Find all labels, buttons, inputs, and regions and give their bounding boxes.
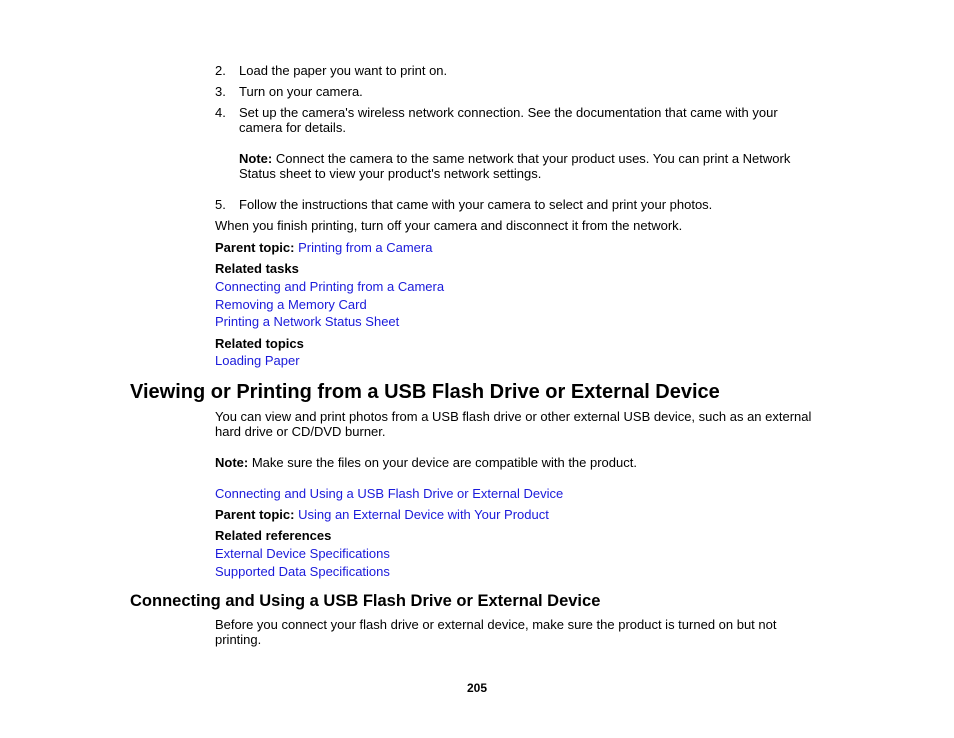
related-references-heading: Related references [215,528,332,543]
parent-topic-label: Parent topic: [215,240,295,255]
section-intro: You can view and print photos from a USB flash drive or other external USB device, such as an external hard drive or CD/DVD burner. [215,409,812,439]
link-external-device-specifications[interactable]: External Device Specifications [215,546,390,561]
finish-paragraph: When you finish printing, turn off your camera and disconnect it from the network. [215,218,683,233]
parent-topic-label: Parent topic: [215,507,295,522]
section-title: Viewing or Printing from a USB Flash Drive or External Device [130,381,720,403]
related-tasks-heading: Related tasks [215,261,299,276]
related-task-link-item [215,297,830,312]
step-text: Turn on your camera. [239,84,363,99]
note-label: Note: [239,151,273,166]
related-reference-link-item [215,564,830,579]
related-topic-link-item [215,353,830,368]
subsection-text: Before you connect your flash drive or external device, make sure the product is turned on but not printing. [215,617,777,647]
step-number: 4. [215,105,226,120]
section-link-item [215,486,830,501]
step-number: 2. [215,63,226,78]
link-connecting-usb-flash-drive[interactable]: Connecting and Using a USB Flash Drive or External Device [215,486,564,501]
related-task-link-item [215,279,830,294]
note-label: Note: [215,455,249,470]
step-number: 5. [215,197,226,212]
link-connecting-printing-camera[interactable]: Connecting and Printing from a Camera [215,279,445,294]
link-supported-data-specifications[interactable]: Supported Data Specifications [215,564,390,579]
link-printing-from-camera[interactable]: Printing from a Camera [298,240,433,255]
subsection-title: Connecting and Using a USB Flash Drive or External Device [130,592,601,610]
note-text: Make sure the files on your device are compatible with the product. [248,455,637,470]
link-printing-network-status-sheet[interactable]: Printing a Network Status Sheet [215,314,400,329]
step-text: Load the paper you want to print on. [239,63,448,78]
related-reference-link-item [215,546,830,561]
step-number: 3. [215,84,226,99]
related-topics-heading: Related topics [215,336,304,351]
related-task-link-item [215,314,830,329]
step-4-note [239,151,814,181]
parent-topic-external-device [215,507,830,522]
link-loading-paper[interactable]: Loading Paper [215,353,300,368]
parent-topic-camera [215,240,830,255]
link-using-external-device[interactable]: Using an External Device with Your Product [298,507,549,522]
page-number: 205 [466,681,488,695]
section-note [215,455,830,470]
link-removing-memory-card[interactable]: Removing a Memory Card [215,297,367,312]
step-text: Set up the camera's wireless network connection. See the documentation that came with your camera for details. [239,105,778,135]
note-text: Connect the camera to the same network that your product uses. You can print a Network Status sheet to view your product's network settings. [239,151,791,181]
step-text: Follow the instructions that came with your camera to select and print your photos. [239,197,713,212]
